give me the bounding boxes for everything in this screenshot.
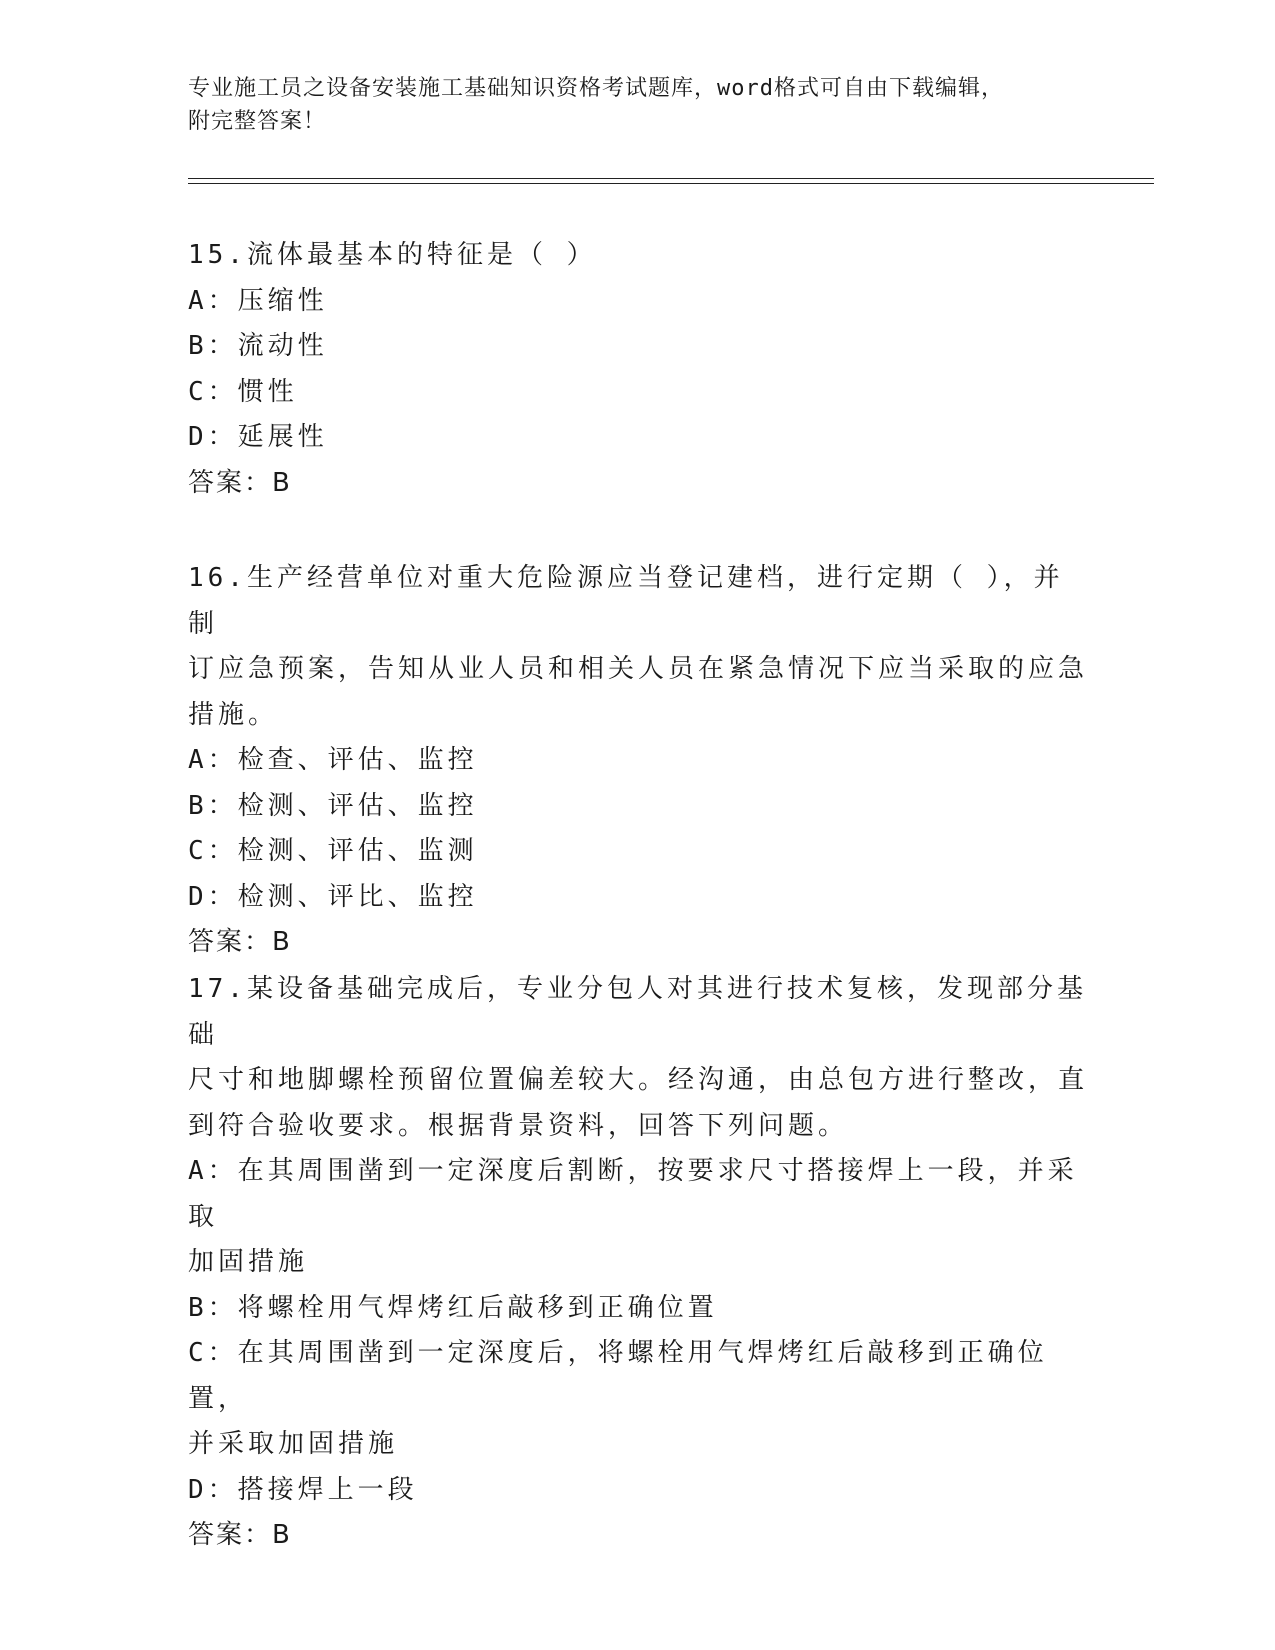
question-stem-line-2: 订应急预案，告知从业人员和相关人员在紧急情况下应当采取的应急 — [188, 654, 1089, 684]
question-stem: 15.流体最基本的特征是（ ） — [188, 240, 597, 270]
option-b: B：检测、评估、监控 — [188, 790, 478, 821]
question-stem-line-2: 尺寸和地脚螺栓预留位置偏差较大。经沟通，由总包方进行整改，直 — [188, 1065, 1089, 1095]
option-a: A：检查、评估、监控 — [188, 745, 478, 775]
option-a-line-2: 加固措施 — [188, 1247, 309, 1277]
option-a-line-1: A：在其周围凿到一定深度后割断，按要求尺寸搭接焊上一段，并采取 — [188, 1156, 1078, 1232]
header-line-1: 专业施工员之设备安装施工基础知识资格考试题库，word格式可自由下载编辑， — [188, 76, 1004, 101]
option-c-line-2: 并采取加固措施 — [188, 1429, 399, 1459]
option-d: D：延展性 — [188, 422, 328, 452]
option-d: D：搭接焊上一段 — [188, 1474, 418, 1505]
answer: 答案：B — [188, 927, 292, 957]
header-divider-bottom — [188, 183, 1154, 184]
header-divider-top — [188, 178, 1154, 179]
question-stem-line-1: 17.某设备基础完成后，专业分包人对其进行技术复核，发现部分基础 — [188, 974, 1087, 1050]
option-b: B：将螺栓用气焊烤红后敲移到正确位置 — [188, 1292, 718, 1323]
option-a: A：压缩性 — [188, 285, 328, 316]
option-c-line-1: C：在其周围凿到一定深度后，将螺栓用气焊烤红后敲移到正确位置， — [188, 1338, 1048, 1414]
question-16 — [188, 556, 1088, 966]
question-stem-line-1: 16.生产经营单位对重大危险源应当登记建档，进行定期（ ），并制 — [188, 563, 1064, 639]
question-15 — [188, 233, 1088, 506]
option-c: C：检测、评估、监测 — [188, 836, 478, 866]
question-stem-line-3: 措施。 — [188, 699, 279, 730]
option-c: C：惯性 — [188, 376, 298, 407]
option-d: D：检测、评比、监控 — [188, 881, 478, 912]
answer: 答案：B — [188, 1520, 292, 1550]
option-b: B：流动性 — [188, 331, 328, 361]
header-line-2: 附完整答案！ — [188, 109, 327, 134]
question-17 — [188, 967, 1088, 1559]
document-header — [188, 72, 1068, 138]
answer: 答案：B — [188, 467, 292, 498]
question-stem-line-3: 到符合验收要求。根据背景资料，回答下列问题。 — [188, 1110, 849, 1141]
